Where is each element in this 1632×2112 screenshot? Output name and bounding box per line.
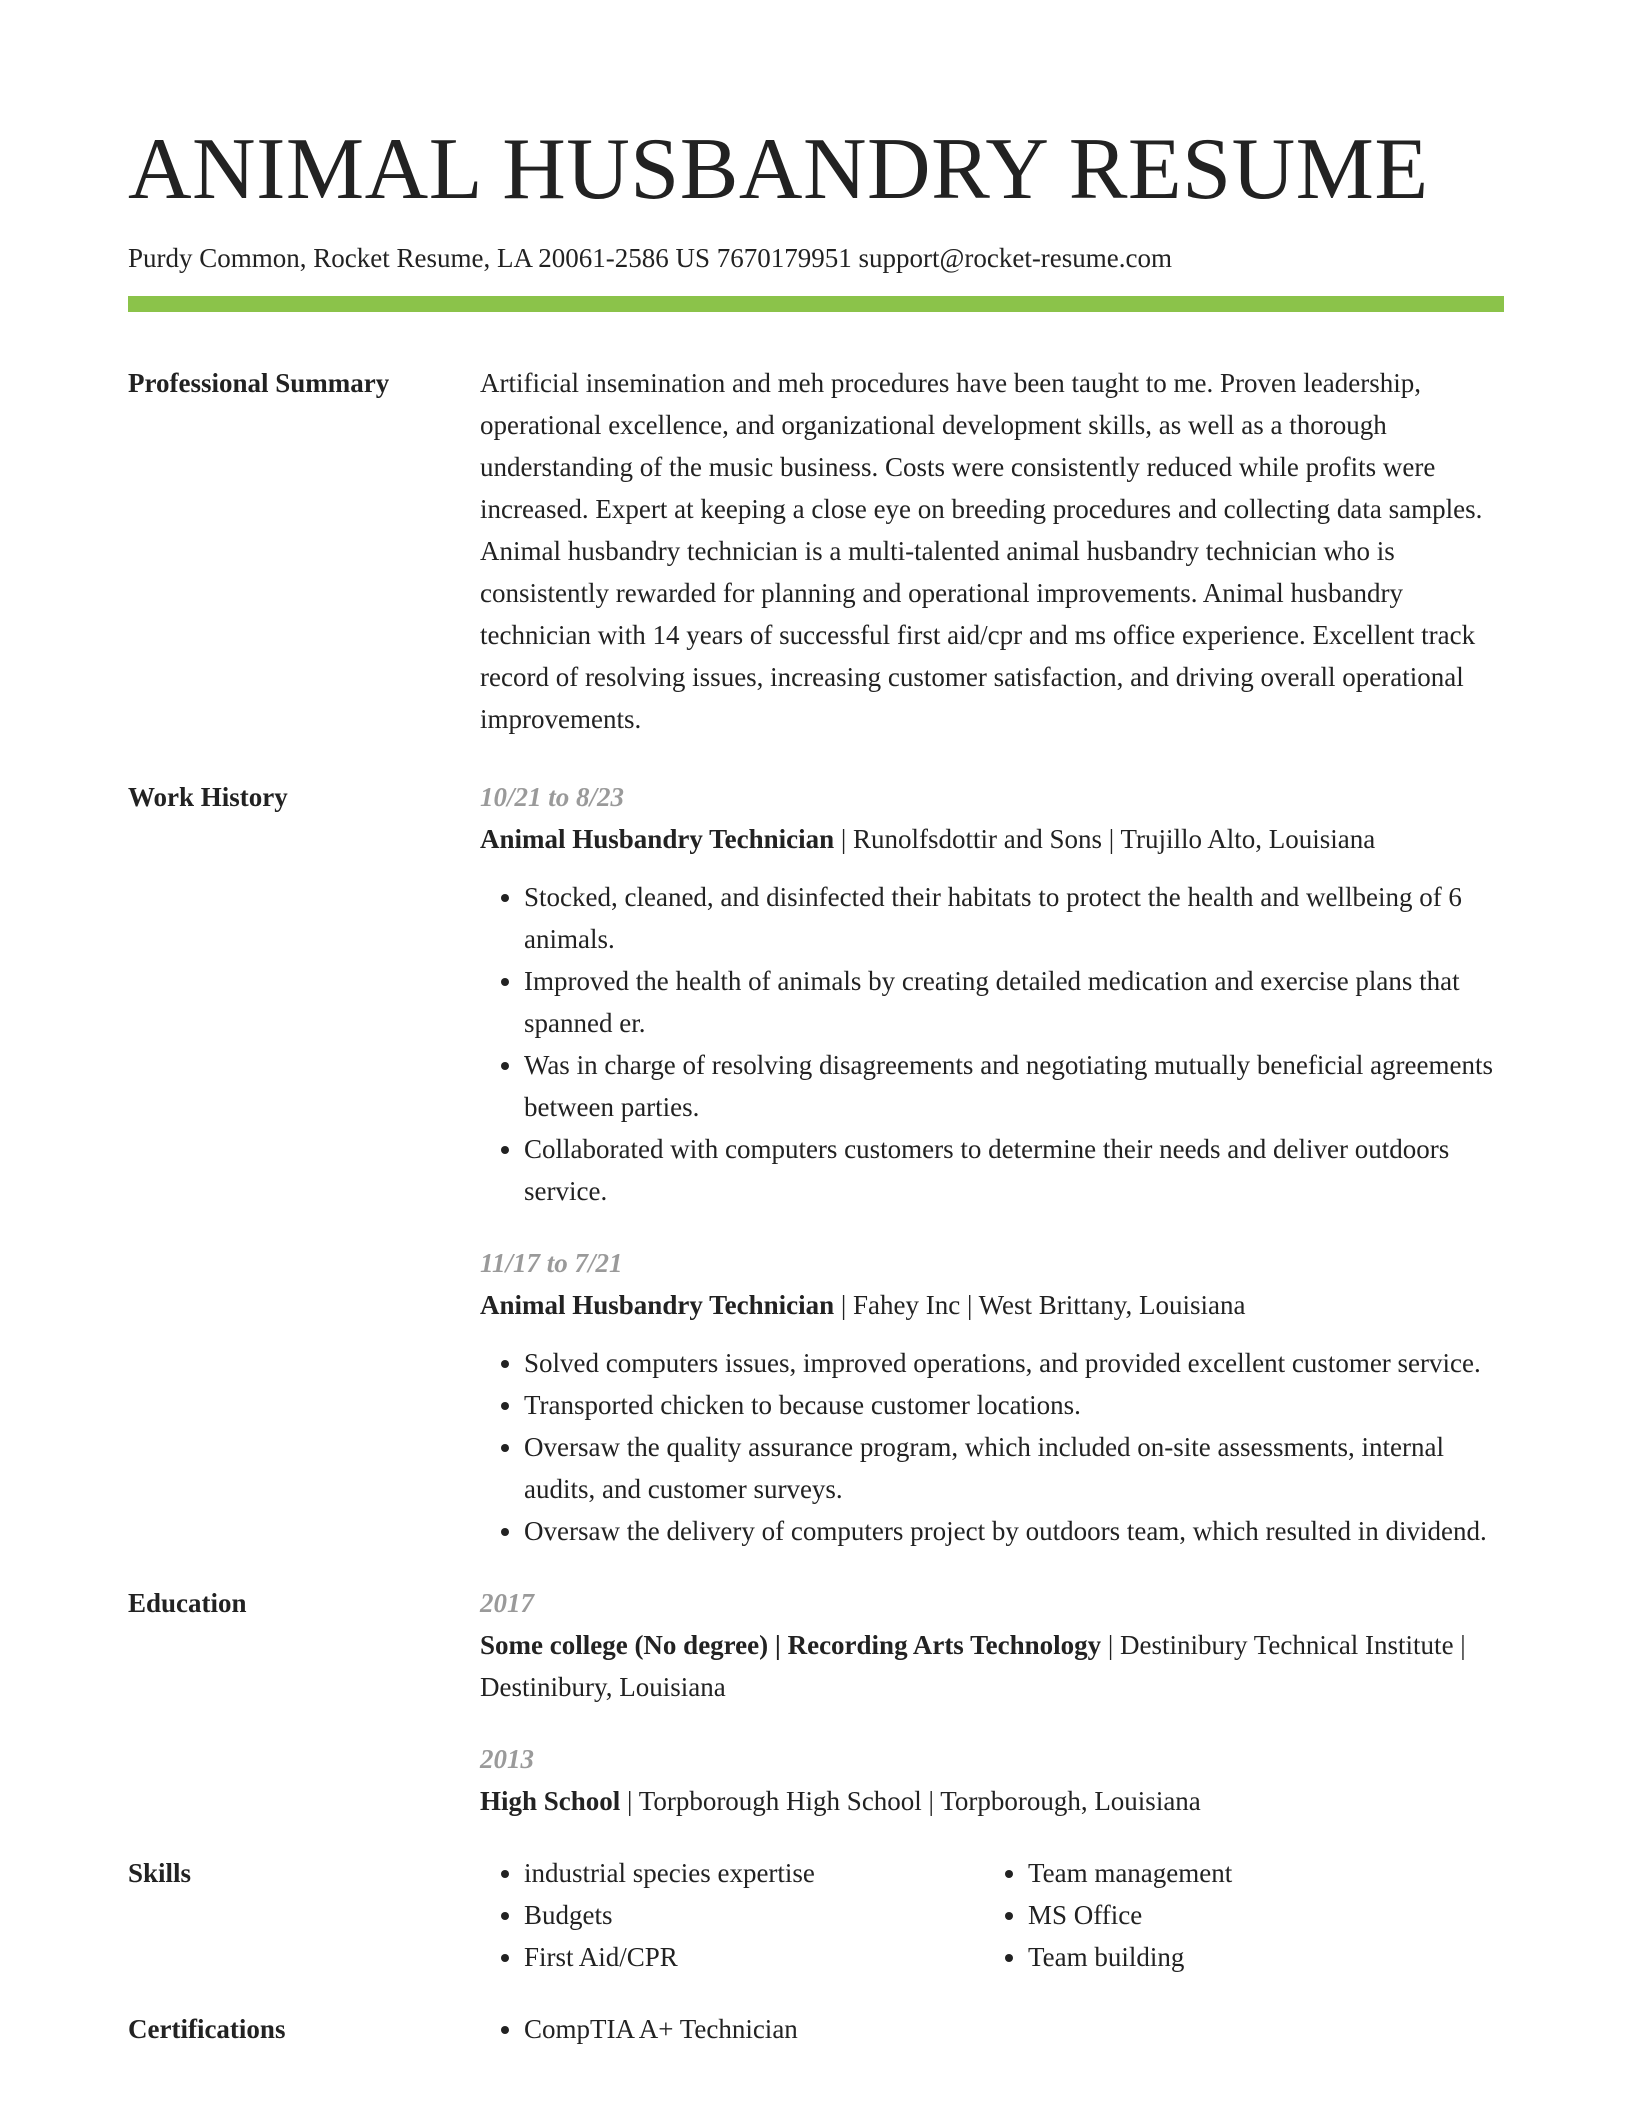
education-body [480,1582,1504,1822]
skills-column-left [480,1852,984,1978]
skill-item: • Team building [1028,1936,1488,1978]
job-bullet: • Oversaw the quality assurance program, which included on-site assessments, internal audits, and customer surveys. [524,1426,1504,1510]
section-label-certifications: Certifications [128,2014,286,2044]
section-label-education: Education [128,1588,247,1618]
job-bullets [480,1342,1504,1552]
education-degree: Some college (No degree) | Recording Arts Technology [480,1630,1102,1660]
section-label-skills: Skills [128,1858,192,1888]
job-entry [480,776,1504,1212]
certifications-body [480,2008,1504,2050]
skill-item: • industrial species expertise [524,1852,984,1894]
certifications-section [128,2008,1504,2050]
education-details: | Destinibury Technical Institute | Destinibury, Louisiana [480,1630,1466,1702]
job-entry [480,1242,1504,1552]
job-heading [480,1284,1504,1326]
job-bullet: • Solved computers issues, improved operations, and provided excellent customer service. [524,1342,1504,1384]
work-history-body [480,776,1504,1552]
skill-item: • MS Office [1028,1894,1488,1936]
job-bullet: • Improved the health of animals by creating detailed medication and exercise plans that spanned er. [524,960,1504,1044]
summary-section [128,362,1504,740]
job-bullet: • Stocked, cleaned, and disinfected their habitats to protect the health and wellbeing of 6 animals. [524,876,1504,960]
education-section [128,1582,1504,1822]
resume-title: ANIMAL HUSBANDRY RESUME [128,121,1429,218]
summary-text: Artificial insemination and meh procedures have been taught to me. Proven leadership, operational excellence, and organizational development skills, as well as a thorough understanding of the music business. Costs were consistently reduced while profits were increased. Expert at keeping a close eye on breeding procedures and collecting data samples. Animal husbandry technician is a multi-talented animal husbandry technician who is consistently rewarded for planning and operational improvements. Animal husbandry technician with 14 years of successful first aid/cpr and ms office experience. Excellent track record of resolving issues, increasing customer satisfaction, and driving overall operational improvements. [480,368,1483,734]
job-dates: 10/21 to 8/23 [480,782,625,812]
skill-item: • First Aid/CPR [524,1936,984,1978]
resume-page [128,0,1504,2050]
education-entry [480,1582,1504,1708]
job-details: | Runolfsdottir and Sons | Trujillo Alto, Louisiana [834,824,1376,854]
education-degree: High School [480,1786,621,1816]
job-title: Animal Husbandry Technician [480,1290,835,1320]
section-label-work-history: Work History [128,782,288,812]
education-heading [480,1780,1504,1822]
job-title: Animal Husbandry Technician [480,824,835,854]
job-bullet: • Oversaw the delivery of computers project by outdoors team, which resulted in dividend. [524,1510,1504,1552]
header-divider [128,296,1504,312]
section-label-summary: Professional Summary [128,368,390,398]
education-details: | Torpborough High School | Torpborough, Louisiana [620,1786,1201,1816]
job-bullets [480,876,1504,1212]
job-bullet: • Transported chicken to because customer locations. [524,1384,1504,1426]
education-heading [480,1624,1504,1708]
certifications-list [480,2008,1504,2050]
education-year: 2017 [480,1588,534,1618]
skill-item: • Budgets [524,1894,984,1936]
job-heading [480,818,1504,860]
job-dates: 11/17 to 7/21 [480,1248,623,1278]
job-bullet: • Was in charge of resolving disagreements and negotiating mutually beneficial agreements between parties. [524,1044,1504,1128]
skill-item: • Team management [1028,1852,1488,1894]
contact-line: Purdy Common, Rocket Resume, LA 20061-2586 US 7670179951 support@rocket-resume.com [128,243,1173,273]
education-entry [480,1738,1504,1822]
work-history-section [128,776,1504,1552]
education-year: 2013 [480,1744,534,1774]
skills-column-right [984,1852,1488,1978]
skills-body [480,1852,1504,1978]
certification-item: • CompTIA A+ Technician [524,2008,1504,2050]
job-bullet: • Collaborated with computers customers to determine their needs and deliver outdoors service. [524,1128,1504,1212]
job-details: | Fahey Inc | West Brittany, Louisiana [834,1290,1246,1320]
skills-section [128,1852,1504,1978]
